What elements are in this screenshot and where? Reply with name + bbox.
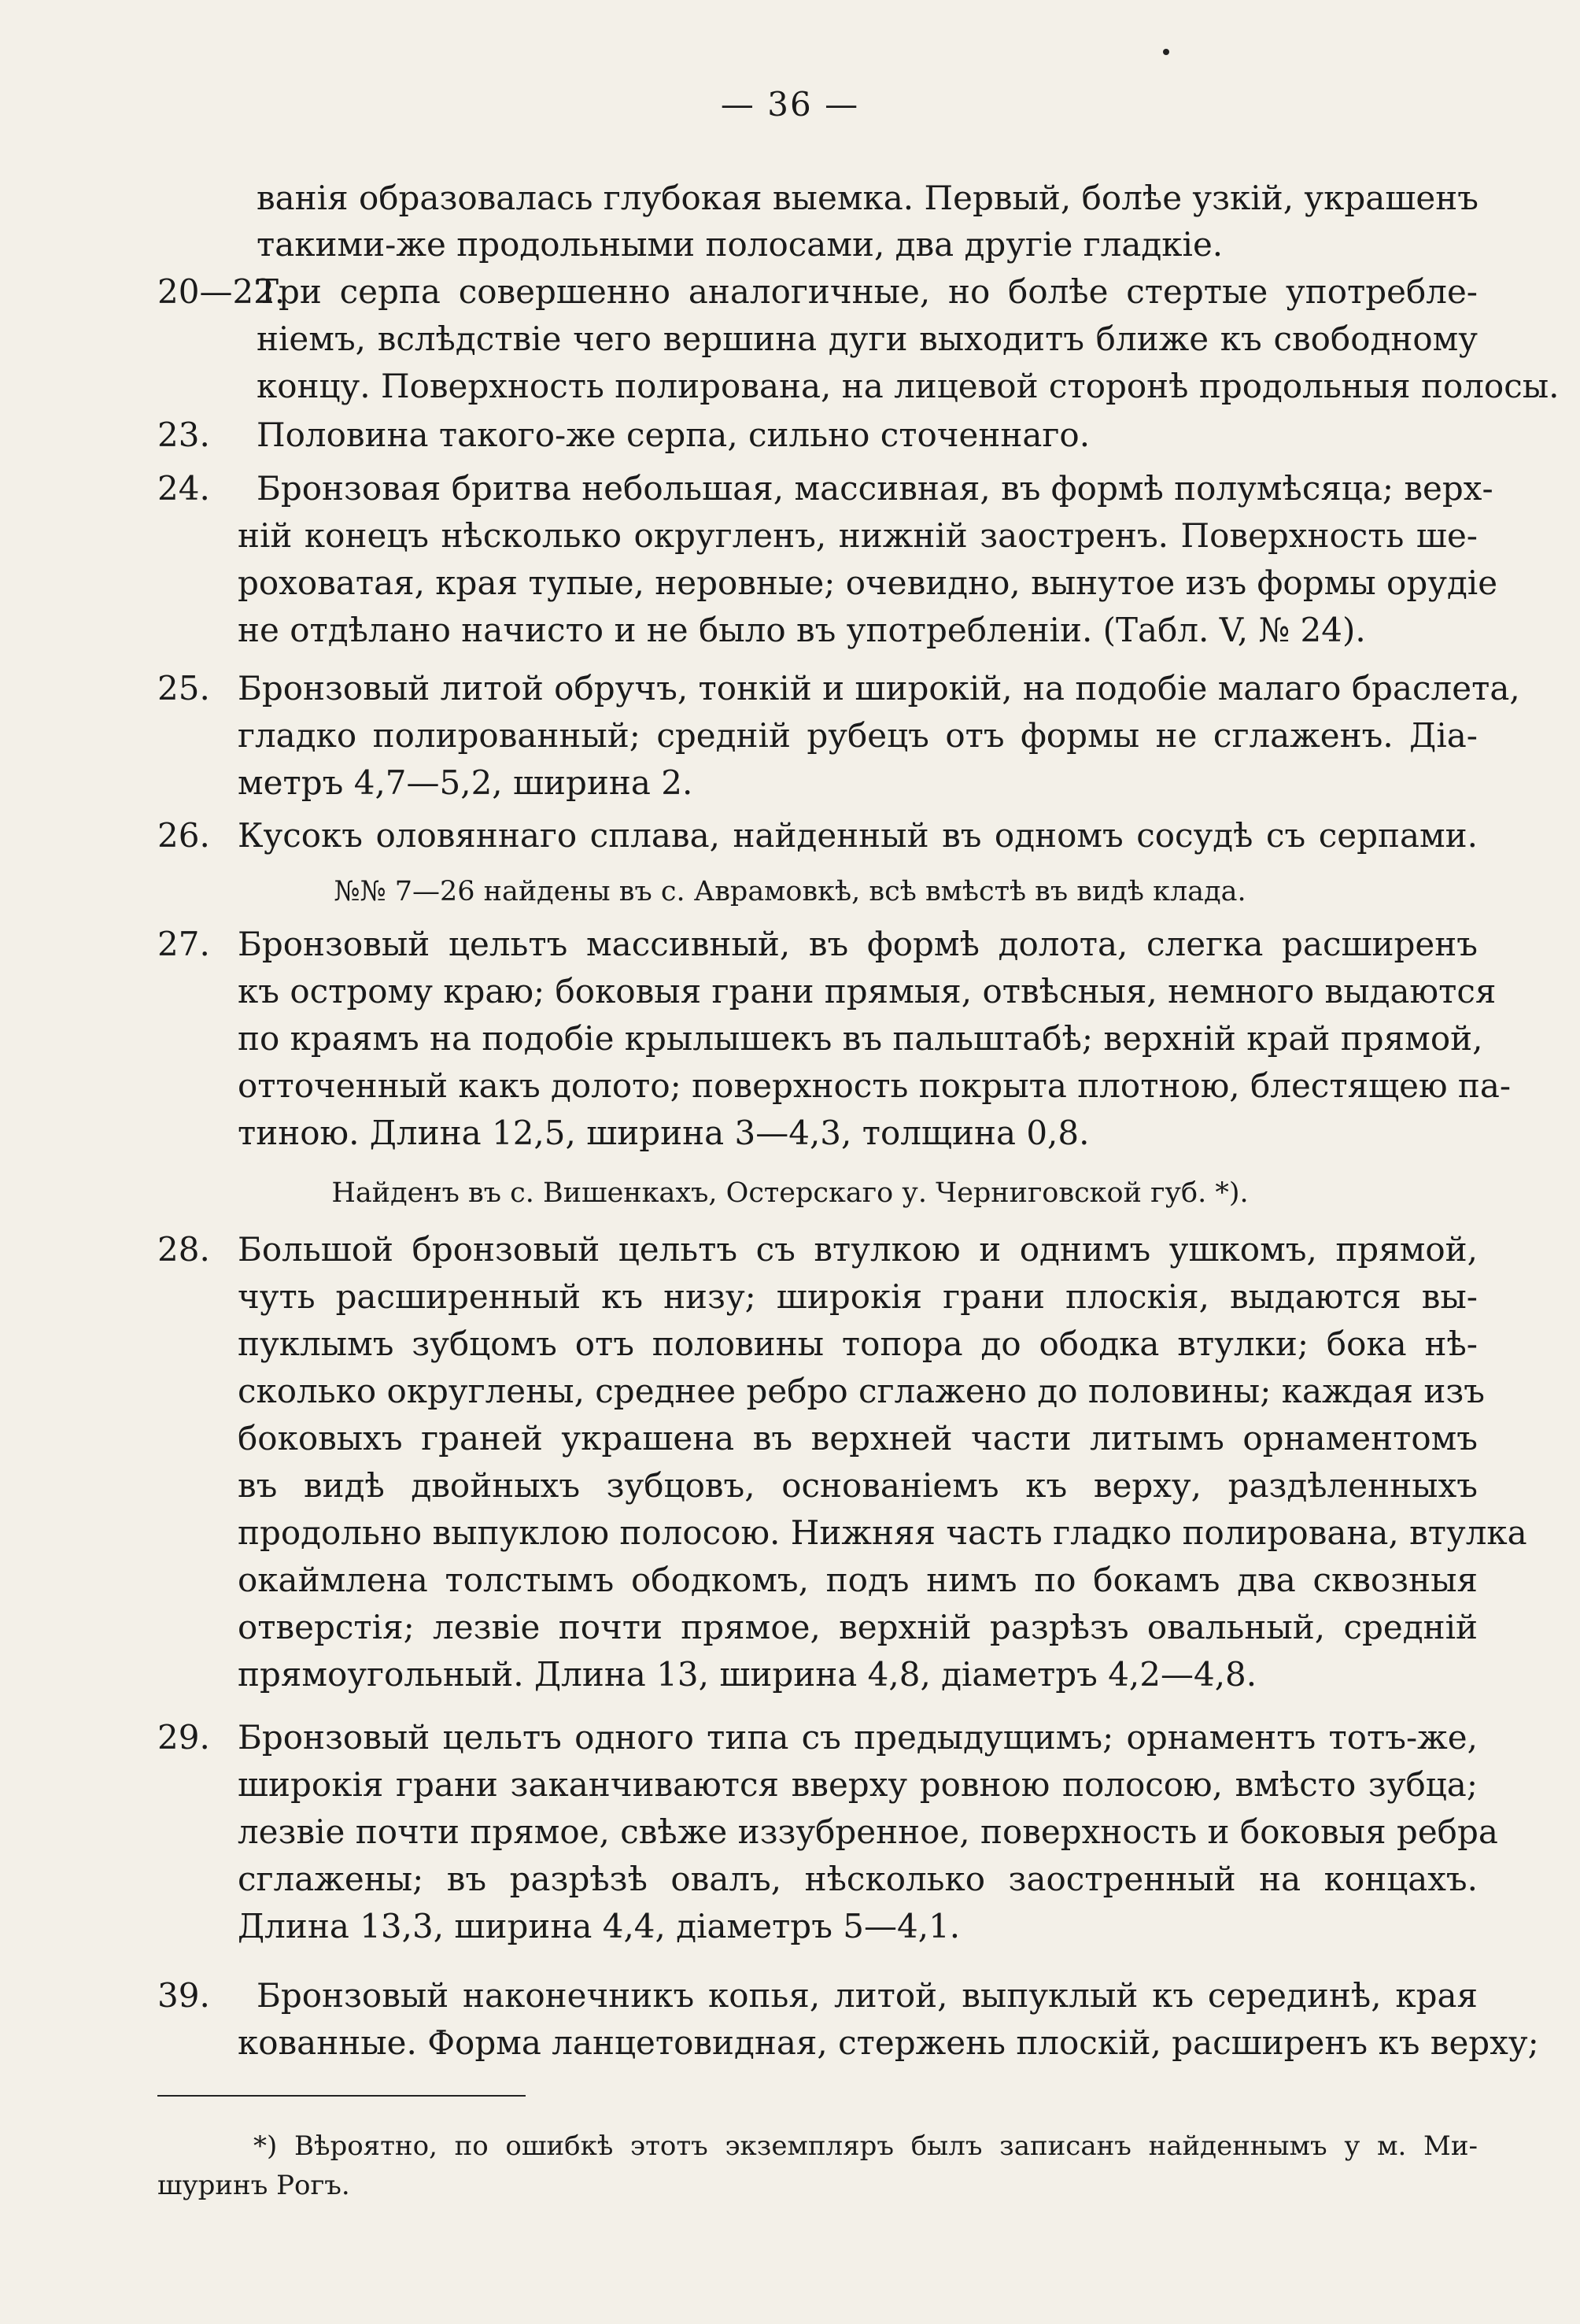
- text-line: отверстія; лезвіе почти прямое, верхній разрѣзъ овальный, средній: [238, 1608, 1478, 1646]
- text-line: Три серпа совершенно аналогичные, но болѣе стертые употребле-: [257, 272, 1478, 311]
- text-line: продольно выпуклою полосою. Нижняя часть гладко полирована, втулка: [238, 1513, 1527, 1552]
- text-line: къ острому краю; боковыя грани прямыя, отвѣсныя, немного выдаются: [238, 972, 1497, 1011]
- ink-dot: [1163, 49, 1169, 55]
- text-line: окаймлена толстымъ ободкомъ, подъ нимъ по бокамъ два сквозныя: [238, 1561, 1478, 1599]
- entry-number: 24.: [157, 469, 210, 508]
- text-line: пуклымъ зубцомъ отъ половины топора до ободка втулки; бока нѣ-: [238, 1325, 1478, 1363]
- text-line: Большой бронзовый цельтъ съ втулкою и однимъ ушкомъ, прямой,: [238, 1230, 1478, 1269]
- text-line: боковыхъ граней украшена въ верхней части литымъ орнаментомъ: [238, 1419, 1478, 1458]
- text-line: гладко полированный; средній рубецъ отъ формы не сглаженъ. Діа-: [238, 716, 1478, 755]
- page-number: — 36 —: [720, 85, 860, 124]
- text-line: Бронзовый цельтъ массивный, въ формѣ долота, слегка расширенъ: [238, 925, 1478, 963]
- text-line: кованные. Форма ланцетовидная, стержень плоскій, расширенъ къ верху;: [238, 2023, 1539, 2062]
- text-line: Половина такого-же серпа, сильно сточеннаго.: [257, 416, 1091, 454]
- text-line: прямоугольный. Длина 13, ширина 4,8, діаметръ 4,2—4,8.: [238, 1655, 1257, 1694]
- text-line: Бронзовая бритва небольшая, массивная, въ формѣ полумѣсяца; верх-: [257, 469, 1493, 508]
- entry-number: 25.: [157, 669, 210, 708]
- text-line: по краямъ на подобіе крылышекъ въ пальштабѣ; верхній край прямой,: [238, 1019, 1483, 1058]
- text-line: не отдѣлано начисто и не было въ употребленіи. (Табл. V, № 24).: [238, 611, 1366, 649]
- entry-number: 28.: [157, 1230, 210, 1269]
- text-line: сглажены; въ разрѣзѣ овалъ, нѣсколько заостренный на концахъ.: [238, 1860, 1478, 1898]
- text-line: тиною. Длина 12,5, ширина 3—4,3, толщина 0,8.: [238, 1114, 1090, 1152]
- text-line: Длина 13,3, ширина 4,4, діаметръ 5—4,1.: [238, 1907, 961, 1945]
- footnote-line: шуринъ Рогъ.: [157, 2170, 350, 2201]
- entry-number: 29.: [157, 1718, 210, 1757]
- text-line: ванія образовалась глубокая выемка. Первый, болѣе узкій, украшенъ: [257, 179, 1478, 217]
- text-line: отточенный какъ долото; поверхность покрыта плотною, блестящею па-: [238, 1066, 1512, 1105]
- entry-number: 39.: [157, 1976, 210, 2015]
- text-line: Бронзовый цельтъ одного типа съ предыдущимъ; орнаментъ тотъ-же,: [238, 1718, 1478, 1757]
- entry-number: 23.: [157, 416, 210, 454]
- text-line: въ видѣ двойныхъ зубцовъ, основаніемъ къ верху, раздѣленныхъ: [238, 1466, 1478, 1505]
- text-line: Кусокъ оловяннаго сплава, найденный въ одномъ сосудѣ съ серпами.: [238, 816, 1478, 855]
- entry-number: 20—22.: [157, 272, 286, 311]
- text-line: роховатая, края тупые, неровные; очевидно, вынутое изъ формы орудіе: [238, 563, 1498, 602]
- text-line: ній конецъ нѣсколько округленъ, нижній заостренъ. Поверхность ше-: [238, 516, 1478, 555]
- text-line: широкія грани заканчиваются вверху ровною полосою, вмѣсто зубца;: [238, 1765, 1478, 1804]
- find-location-note: Найденъ въ с. Вишенкахъ, Остерскаго у. Черниговской губ. *).: [331, 1177, 1249, 1209]
- text-line: чуть расширенный къ низу; широкія грани плоскія, выдаются вы-: [238, 1277, 1478, 1316]
- footnote-rule: [157, 2095, 526, 2097]
- text-line: метръ 4,7—5,2, ширина 2.: [238, 763, 693, 802]
- entry-number: 26.: [157, 816, 210, 855]
- text-line: такими-же продольными полосами, два другіе гладкіе.: [257, 225, 1224, 264]
- text-line: Бронзовый наконечникъ копья, литой, выпуклый къ серединѣ, края: [257, 1976, 1478, 2015]
- find-location-note: №№ 7—26 найдены въ с. Аврамовкѣ, всѣ вмѣстѣ въ видѣ клада.: [334, 876, 1246, 907]
- footnote-line: *) Вѣроятно, по ошибкѣ этотъ экземпляръ былъ записанъ найденнымъ у м. Ми-: [253, 2130, 1478, 2162]
- text-line: лезвіе почти прямое, свѣже иззубренное, поверхность и боковыя ребра: [238, 1812, 1498, 1851]
- text-line: сколько округлены, среднее ребро сглажено до половины; каждая изъ: [238, 1372, 1485, 1410]
- text-line: ніемъ, вслѣдствіе чего вершина дуги выходитъ ближе къ свободному: [257, 320, 1478, 358]
- text-line: Бронзовый литой обручъ, тонкій и широкій, на подобіе малаго браслета,: [238, 669, 1520, 708]
- entry-number: 27.: [157, 925, 210, 963]
- text-line: концу. Поверхность полирована, на лицевой сторонѣ продольныя полосы.: [257, 367, 1560, 405]
